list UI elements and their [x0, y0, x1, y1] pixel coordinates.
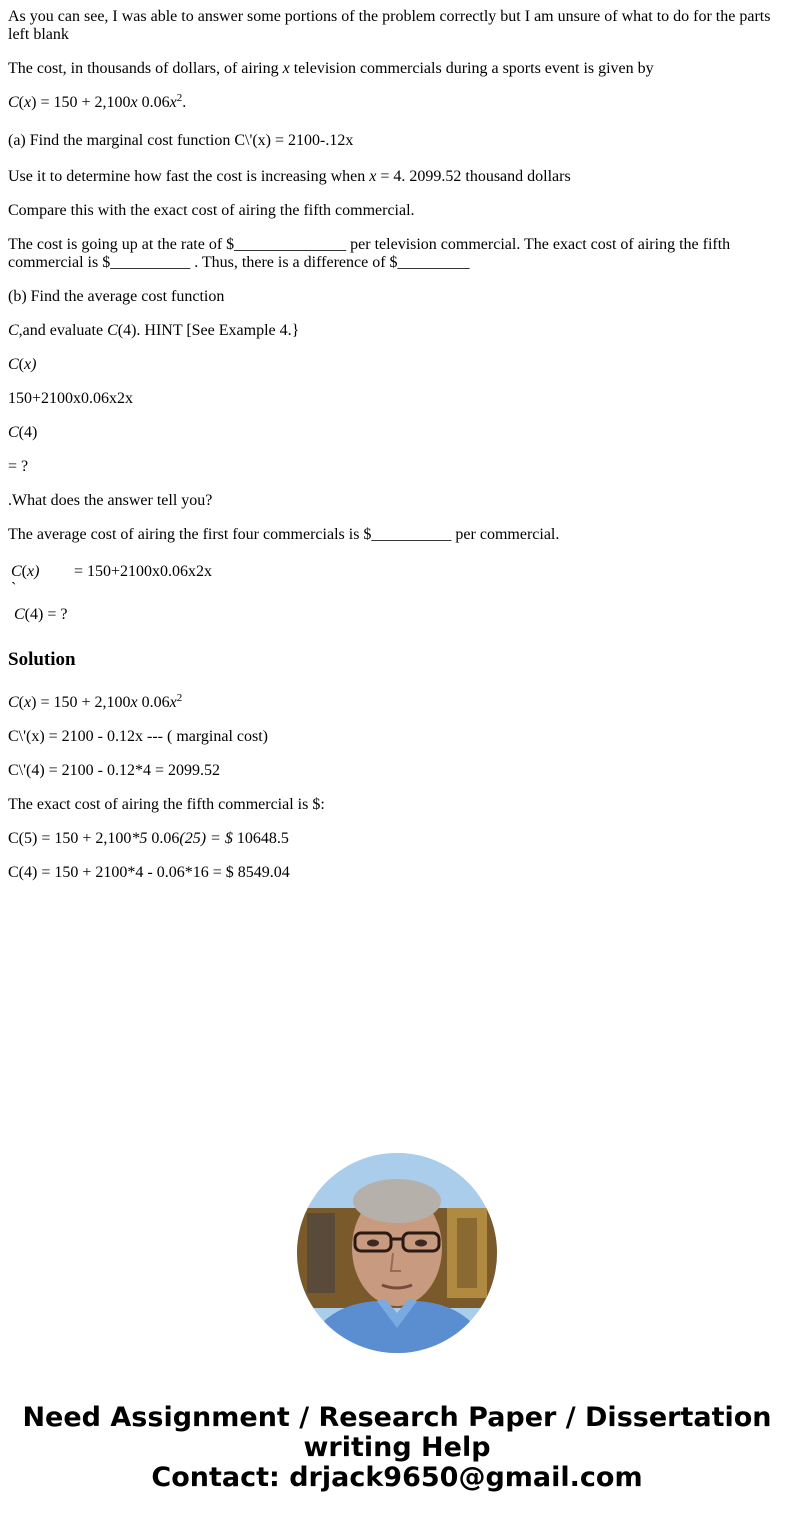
banner-line-1: Need Assignment / Research Paper / Dissertation [22, 1402, 772, 1433]
solution-exact-intro: The exact cost of airing the fifth commercial is $: [8, 796, 325, 813]
solution-c5: C(5) = 150 + 2,100*5 0.06(25) = $ 10648.5 [8, 830, 289, 847]
table-tick: ` [11, 580, 17, 597]
person-photo-icon [297, 1153, 497, 1353]
table-cx-expression: = 150+2100x0.06x2x [74, 563, 213, 580]
part-a-text: (a) Find the marginal cost function C\'(x) = 2100-.12x [8, 132, 354, 149]
author-avatar [297, 1153, 497, 1353]
evaluate-text: C,and evaluate C(4). HINT [See Example 4.} [8, 322, 300, 339]
what-question: .What does the answer tell you? [8, 492, 213, 509]
banner-contact: Contact: drjack9650@gmail.com [151, 1462, 643, 1493]
cx-expression: 150+2100x0.06x2x [8, 390, 134, 407]
table-cx: C(x) [11, 563, 40, 580]
use-it-text: Use it to determine how fast the cost is increasing when x = 4. 2099.52 thousand dollars [8, 168, 571, 185]
c4-equals: = ? [8, 458, 29, 475]
solution-heading: Solution [8, 649, 76, 670]
solution-c4: C(4) = 150 + 2100*4 - 0.06*16 = $ 8549.04 [8, 864, 290, 881]
average-cost-text: The average cost of airing the first four commercials is $__________ per commercial. [8, 526, 560, 543]
cost-function: C(x) = 150 + 2,100x $0.06x^2$. [8, 92, 187, 111]
problem-statement: The cost, in thousands of dollars, of airing x television commercials during a sports event is given by [8, 60, 654, 77]
solution-marginal: C\'(x) = 2100 - 0.12x --- ( marginal cost) [8, 728, 268, 745]
cx-label: C(x) [8, 356, 37, 373]
c4-label: C(4) [8, 424, 38, 441]
rate-text: The cost is going up at the rate of $______________ per television commercial. The exact cost of airing the fifth commercial is $__________ . Thus, there is a difference of $_________ [8, 236, 731, 271]
compare-text: Compare this with the exact cost of airing the fifth commercial. [8, 202, 415, 219]
banner-line-2: writing Help [303, 1432, 491, 1463]
part-b-text: (b) Find the average cost function [8, 288, 225, 305]
table-c4: C(4) = ? [14, 606, 68, 623]
solution-marginal-at-4: C\'(4) = 2100 - 0.12*4 = 2099.52 [8, 762, 221, 779]
intro-text: As you can see, I was able to answer some portions of the problem correctly but I am unsure of what to do for the parts left blank [8, 8, 771, 43]
solution-cost-function: C(x) = 150 + 2,100x $0.06x^2$ [8, 692, 183, 711]
help-banner [0, 1403, 794, 1493]
